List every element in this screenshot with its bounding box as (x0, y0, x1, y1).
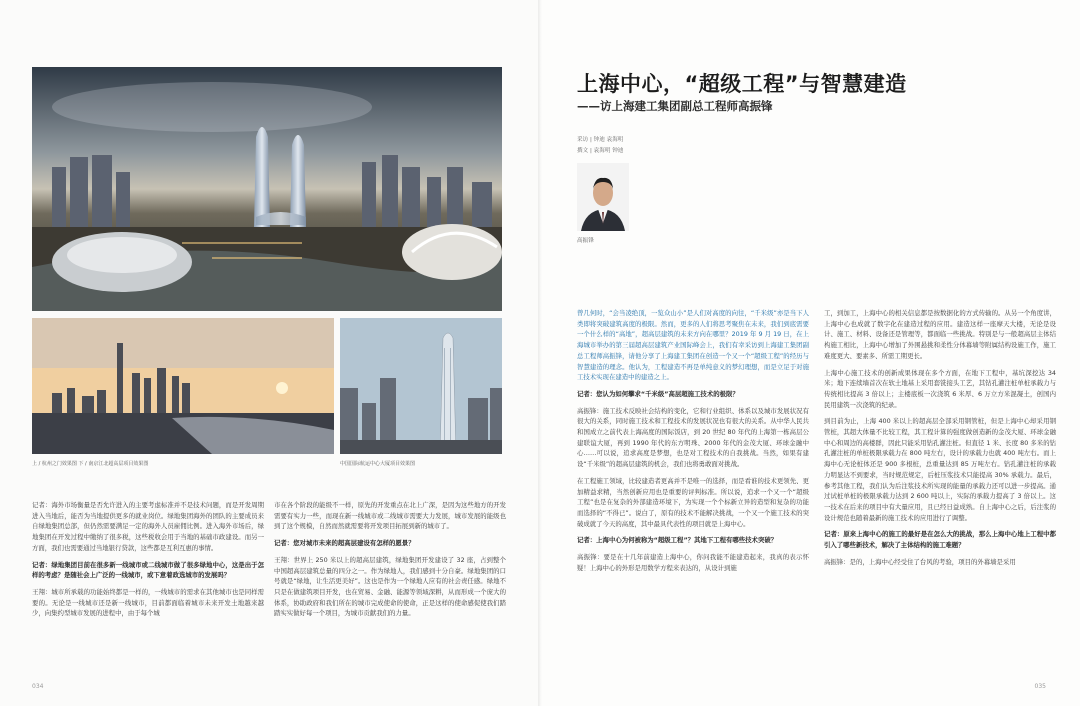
interview-question: 记者：上海中心为何被称为“超级工程”？其地下工程有哪些技术突破？ (577, 536, 778, 545)
writer-credit: 撰文 | 袁海明 钟迪 (577, 148, 624, 154)
interview-question: 记者：您对城市未来的超高层建设有怎样的愿景？ (274, 539, 415, 548)
interview-question: 记者：您认为如何攀求“千米级”高层超施工技术的极限？ (577, 389, 739, 398)
hero-image-hangzhou-gate (32, 67, 502, 311)
text-column-1 (32, 500, 264, 670)
article-title: 上海中心，“超级工程”与智慧建造 (577, 72, 907, 96)
image-caption-right: 中国国际航运中心大厦项目效果图 (340, 461, 416, 467)
body-paragraph: 工，到加工，上海中心的相关信息都是按数据化的方式传输的。从另一个角度讲，上海中心也成就了数字化在建造过程的应用。建造这样一座摩天大楼，无论是设计、施工、材料、设备还是管理等，都面临一些挑战。特别是与一般超高层主体结构施工相比，上海中心增加了外围悬挑和柔性分体幕墙等附属结构设施工作，施工难度更大、要素多、所需工期更长。 (824, 309, 1056, 360)
article-lead: 曾几何时，“会当凌绝顶，一览众山小”是人们对高度的向往，“千米级”亦是当下人类即将突破建筑高度的极限。然而，更多的人们将思考聚焦在未来，我们到底需要一个什么样的“高地”，超高层建筑的未来方向在哪里？2019 年 9 月 19 日，在上海城市举办的第三届超高层建筑产业国际峰会上，我们有幸采访到上海建工集团副总工程师高振锋，请他分享了上海建工集团在创造一个又一个“超级工程”的经历与智慧建造的理念。他认为，工程建造不再是单纯意义的梦幻理想，而是立足于对施工技术实现在建造中的建造之上。 (577, 309, 809, 382)
text-column-4 (824, 308, 1056, 673)
interview-credit: 采访 | 钟迪 袁海明 (577, 137, 624, 143)
page-number-left: 034 (32, 683, 44, 690)
shipping-center-image (340, 318, 502, 454)
text-column-3 (577, 308, 809, 673)
body-paragraph: 在工程施工领域，比较建造者更高并不是唯一的选择，而是看谁的技术更领先、更加精益求精，当然创新应用也是重要的评判标准。所以说，追求一个又一个“超级工程”也是在复杂的外部建造环境下，为实现一个个标新立异的造型和复杂的功能而选择的“不得已”。说白了，原有的技术不能解决挑战，一个又一个施工技术的突破成就了今天的高度，其中最具代表性的项目就是上海中心。 (577, 476, 809, 528)
portrait-caption: 高振锋 (577, 238, 594, 244)
body-paragraph: 王翔：世界上 250 米以上的超高层建筑，绿地集团开发建设了 32 座，占到整个中国超高层建筑总量的四分之一。作为绿地人，我们感到十分自豪。绿地集团的口号就是“绿地，让生活更美好”。这也是作为一个绿地人应有的社会责任感。绿地不只是在做建筑项目开发，也在贸易、金融、能源等领域深耕，从而形成一个庞大的体系，协助政府和我们所在的城市完成使命的使命，正是这样的使命感促使我们踏踏实实做好每一个项目，为城市贡献我们的力量。 (274, 555, 506, 618)
page-number-right: 035 (1034, 683, 1046, 690)
interview-question: 记者：原来上海中心的施工的最好是在怎么大的挑战，那么上海中心地上工程中都引入了哪些新技术，解决了主体结构的施工难题？ (824, 530, 1056, 550)
body-paragraph: 到目前为止，上海 400 米以上的超高层全部采用钢管桩，但是上海中心却采用钢管桩，其超大体量不比较工程，其工程计算的强度做创造新的金茂大厦、环球金融中心和周边的高楼群，因此只能采用钻孔灌注桩。但直径 1 米、长度 80 多米的钻孔灌注桩的单桩极限承载力在 800 吨左右，设计的承载力也就 400 吨左右。而上海中心无论桩体还是 900 多根桩，总重量达到 85 万吨左右。钻孔灌注桩的承载力明显达不到要求，当时规范规定，后桩压浆技术只能提高 30% 承载力。最后，参考其他工程，我们认为后注浆技术所实现的能量的承载力还可以进一步提高。通过试桩单桩的极限承载力达到 2 600 吨以上，实际的承载力提高了 3 倍以上。这一技术在后来的项目中有大量应用，且已经日益成熟。自上海中心之后，后注浆的设计规范也随着最新的施工技术的应用进行了调整。 (824, 417, 1056, 522)
article-subtitle: ——访上海建工集团副总工程师高振锋 (577, 99, 773, 113)
interview-question: 记者：绿地集团目前在很多新一线城市或二线城市做了很多绿地中心，这是出于怎样的考虑？是随社会上广泛的一线城市，或下意着政选城市的发展吗？ (32, 560, 264, 580)
body-paragraph: 高振锋：要是在十几年前建造上海中心，你问我能不能建造起来，我真的表示怀疑！上海中心的外形是用数学方程来表达的，从设计到施 (577, 553, 809, 572)
nanjing-jiangbei-image (32, 318, 334, 454)
image-caption-left: 上 / 杭州之门效果图 下 / 南京江北超高层项目效果图 (32, 461, 149, 467)
page-gutter (538, 0, 542, 706)
body-paragraph: 市在各个阶段的能级不一样，原先的开发重点在北上广深，是因为这些地方的开发需要有实力一些，而现在新一线城市或二线城市需要大力发展，城市发展的能级也到了这个规模，自然而然就需要将开发项目拓展到新的城市了。 (274, 501, 506, 531)
portrait-photo (577, 163, 629, 231)
body-paragraph: 上海中心施工技术的创新成果体现在多个方面，在地下工程中，基坑深挖达 34 米；地下连续墙首次在软土地基上采用套铣接头工艺，其钻孔灌注桩单桩承载力与传统相比提高 3 倍以上；主楼底板一次浇筑 6 米厚、6 万立方米混凝土，创国内民用建筑一次浇筑的纪录。 (824, 368, 1056, 409)
body-paragraph: 高振锋：施工技术反映社会结构的变化，它和行业组织、体系以及城市发展状况有很大的关系，同时施工技术和工程技术的发展状况也有很大的关系。从中华人民共和国成立之前代表上海高度的国际饭店，到 20 世纪 80 年代的上海第一栋高层公建联谊大厦，再到 1990 年代的东方明珠、2000 年代的金茂大厦、环球金融中心……可以说，追求高度是梦想，也是对工程技术的自我挑战。当然，如果有建设“千米级”的超高层建筑的机会，我们也将勇敢面对挑战。 (577, 406, 809, 469)
body-paragraph: 王翔：城市所承载的功能始终都是一样的，一线城市的需求在其他城市也是同样需要的。无论是一线城市还是新一线城市，目前都面临着城市未来开发土地越来越少，向集约型城市发展的进程中，由于每个城 (32, 587, 264, 618)
body-paragraph: 高振锋：是的，上海中心经受住了台风的考验，项目的外幕墙是采用 (824, 557, 1016, 566)
body-paragraph: 记者：海外市场衡量是否允许进入的主要考虑标准并不是技术问题，而是开发周期进入当地后，能否为当地提供更多的就业岗位。绿地集团海外的团队的主要成员来自绿地集团总部，但仍然需要满足一定的海外人员雇佣比例。进入海外市场后，绿地集团在开发过程中缴纳了很多税，这些税收会用于当地的基础市政建设。而另一方面，我们也需要通过当地银行贷款，这些都是互利互惠的事情。 (32, 501, 264, 552)
text-column-2 (274, 500, 506, 670)
